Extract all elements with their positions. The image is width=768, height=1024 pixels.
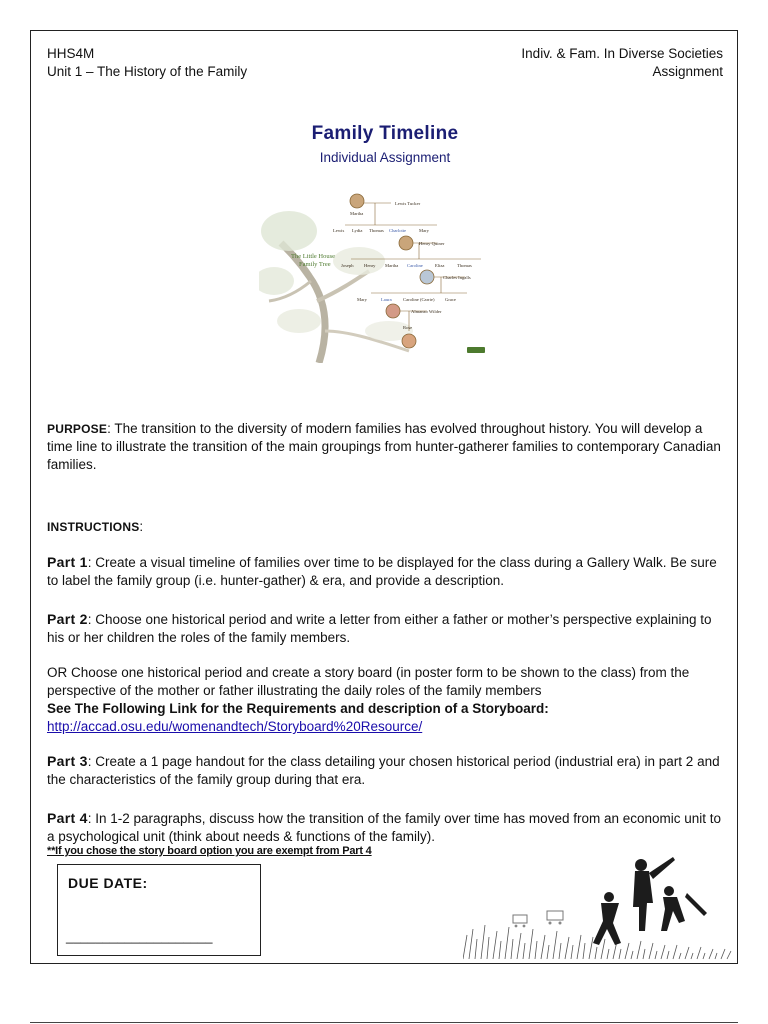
name-root: Martha (350, 211, 364, 216)
part1-text: : Create a visual timeline of families over time to be displayed for the class during a Gallery Walk. Be sure to label the family group (i.e. hunter-gather) & era, and provide a description. (47, 555, 717, 588)
shopping-cart-icon (513, 911, 563, 927)
part2-paragraph (47, 610, 727, 647)
name-gen4-2: Caroline (Carrie) (403, 297, 435, 302)
part3-label: Part 3 (47, 753, 88, 769)
course-code: HHS4M (47, 46, 95, 61)
name-gen2-3: Charlotte (389, 228, 407, 233)
name-root-spouse: Lewis Tucker (395, 201, 421, 206)
part4-paragraph (47, 809, 727, 846)
storyboard-link[interactable]: http://accad.osu.edu/womenandtech/Storyboard%20Resource/ (47, 719, 423, 734)
name-gen3-1: Henry (364, 263, 376, 268)
part2-or-text: OR Choose one historical period and create a story board (in poster form to be shown to the class) from the perspective of the mother or father illustrating the daily roles of the family members (47, 665, 690, 698)
part2-alternative (47, 664, 727, 736)
instructions-colon: : (139, 519, 144, 534)
part2-text: : Choose one historical period and write a letter from either a father or mother’s perspective explaining to his or her children the roles of the family members. (47, 612, 712, 645)
name-gen4-1: Laura (381, 297, 392, 302)
due-date-blank: ____________________ (66, 929, 213, 944)
name-gen2-spouse: Henry Quiner (419, 241, 445, 246)
page-title: Family Timeline (311, 123, 459, 144)
part1-label: Part 1 (47, 554, 88, 570)
part3-paragraph (47, 752, 727, 789)
unit-title: Unit 1 – The History of the Family (47, 64, 248, 79)
portrait-martha-icon (350, 194, 364, 208)
footer-rule (30, 1022, 738, 1023)
document-type: Assignment (652, 64, 723, 79)
storyboard-note: See The Following Link for the Requirements and description of a Storyboard: (47, 701, 549, 716)
page-subtitle: Individual Assignment (319, 150, 451, 165)
tree-caption-line1: The Little House (291, 253, 336, 260)
tree-badge-icon (467, 347, 485, 353)
purpose-paragraph (47, 420, 727, 474)
header-left (47, 45, 247, 81)
assignment-page (30, 30, 738, 964)
name-gen4-0: Mary (357, 297, 367, 302)
name-gen3-5: Thomas (457, 263, 472, 268)
purpose-text: : The transition to the diversity of modern families has evolved throughout history. You will develop a time line to illustrate the transition of the main groupings from hunter-gatherer families to contemporary Canadian families. (47, 421, 721, 472)
name-gen2-2: Thomas (369, 228, 384, 233)
figures-icon (593, 857, 707, 945)
name-gen3-4: Eliza (435, 263, 445, 268)
name-gen4-spouse: Almanzo Wilder (411, 309, 442, 314)
portrait-caroline-icon (420, 270, 434, 284)
name-gen2-4: Mary (419, 228, 429, 233)
name-gen3-2: Martha (385, 263, 399, 268)
tree-caption-line2: Family Tree (299, 261, 331, 268)
exempt-note: **If you chose the story board option you are exempt from Part 4 (47, 845, 372, 857)
part1-paragraph (47, 553, 727, 590)
name-gen2-1: Lydia (352, 228, 363, 233)
name-gen4-3: Grace (445, 297, 456, 302)
portrait-rose-icon (402, 334, 416, 348)
tree-drawing (259, 211, 413, 363)
part4-text: : In 1-2 paragraphs, discuss how the transition of the family over time has moved from an economic unit to a psychological unit (think about needs & functions of the family). (47, 811, 722, 844)
header-right (521, 45, 723, 81)
due-date-box (57, 864, 261, 956)
name-gen3-0: Joseph (341, 263, 354, 268)
due-date-label: DUE DATE: (68, 875, 148, 891)
name-gen3-3: Caroline (407, 263, 423, 268)
name-gen3-spouse: Charles Ingalls (443, 275, 471, 280)
name-gen5: Rose (403, 325, 413, 330)
part2-label: Part 2 (47, 611, 88, 627)
instructions-label: INSTRUCTIONS (47, 520, 140, 534)
hunter-gatherers-illustration (463, 851, 733, 961)
name-gen2-0: Lewis (333, 228, 345, 233)
course-name: Indiv. & Fam. In Diverse Societies (521, 46, 723, 61)
portrait-laura-icon (386, 304, 400, 318)
part3-text: : Create a 1 page handout for the class detailing your chosen historical period (industrial era) in part 2 and the characteristics of the family group during that era. (47, 754, 720, 787)
part4-label: Part 4 (47, 810, 88, 826)
purpose-label: PURPOSE (47, 422, 108, 436)
family-tree-illustration (259, 181, 509, 363)
portrait-charlotte-icon (399, 236, 413, 250)
instructions-heading (47, 518, 727, 536)
